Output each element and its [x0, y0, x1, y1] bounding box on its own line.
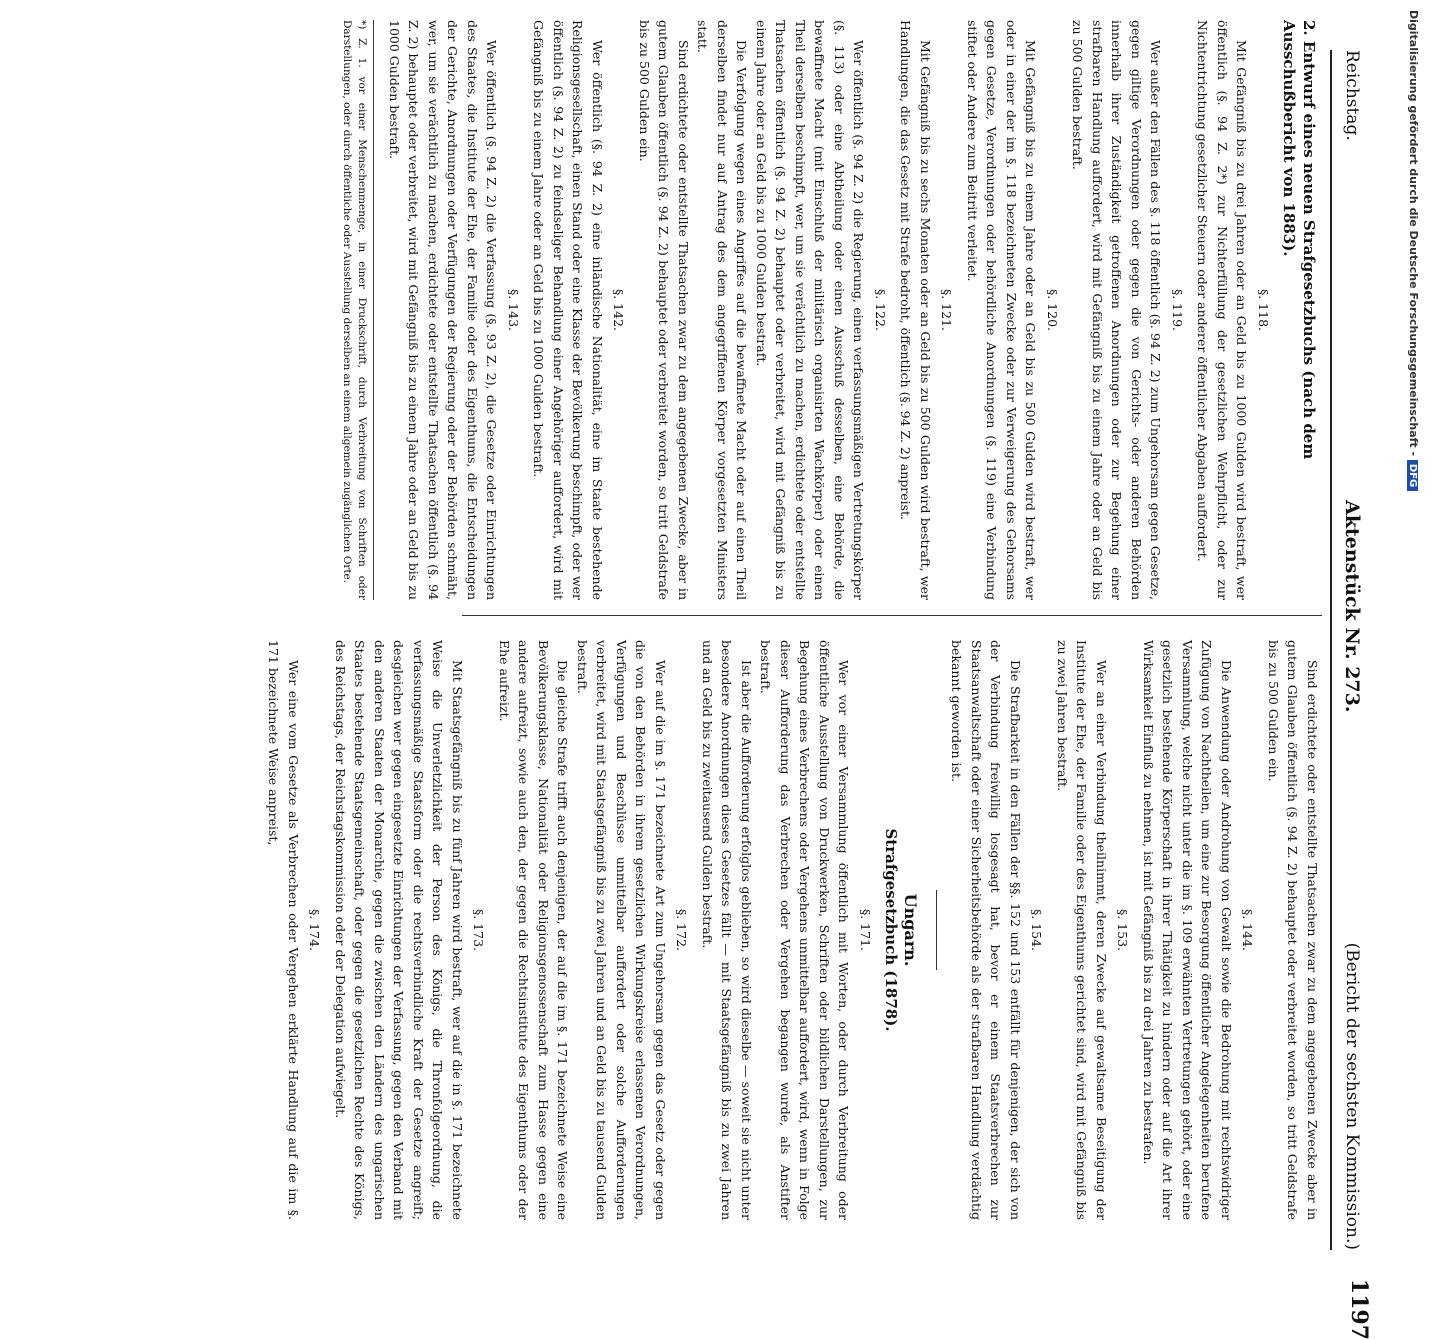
section-paragraph: Wer eine vom Gesetze als Verbrechen oder Vergehen erklärte Handlung auf die im §. 171 bezeichnete Weise anpreist,: [266, 640, 301, 1220]
section-paragraph: Sind erdichtete oder entstellte Thatsachen zwar zu dem angegebenen Zwecke, aber in gutem Glauben öffentlich (§. 94 Z. 2) behauptet oder verbreitet worden, so tritt Geldstrafe bis zu 500 Gulden ein.: [637, 20, 691, 600]
stamp-text: Digitalisierung gefördert durch die Deutsche Forschungsgemeinschaft -: [1407, 10, 1420, 457]
column-divider: [462, 615, 1322, 616]
section-label: §. 142.: [611, 288, 627, 332]
section-label: §. 144.: [1240, 908, 1256, 952]
law-heading: Strafgesetzbuch (1878).: [882, 828, 901, 1032]
right-column: [264, 640, 1322, 1220]
country-heading: Ungarn.: [901, 893, 920, 967]
section-label: §. 121.: [939, 288, 955, 332]
dfg-stamp: [1394, 10, 1432, 990]
section-paragraph: Die Anwendung oder Androhung von Gewalt sowie die Bedrohung mit rechtswidriger Zufügung von Nachtheilen, um eine zur Besorgung öffentlicher Angelegenheiten berufene Versammlung, welche nicht unter die im §. 109 erwähnten Vertretungen gehört, oder eine gesetzlich bestehende Körperschaft in ihrer Thätigkeit zu hindern oder auf die Art ihrer Wirksamkeit Einfluß zu nehmen, ist mit Gefängniß bis zu drei Jahren zu bestrafen.: [1141, 640, 1234, 1220]
header-left: Reichstag.: [1342, 50, 1362, 141]
section-label: §. 143.: [506, 288, 521, 332]
section-label: §. 174.: [307, 908, 323, 952]
section-paragraph: Mit Gefängniß bis zu drei Jahren oder an Geld bis zu 1000 Gulden wird bestraft, wer öffentlich (§. 94 Z. 2*) zur Nichterfüllung der gesetzlichen Wehrpflicht, oder zur Nichtentrichtung gesetzlicher Steuern oder anderer öffentlicher Abgaben auffordert.: [1195, 20, 1250, 600]
section-paragraph: Mit Staatsgefängniß bis zu fünf Jahren wird bestraft, wer auf die in §. 171 bezeichnete Weise die Unverletzlichkeit der Person des Königs, die Thronfolgeordnung, die verfassungsmäßige Staatsform oder die rechtsverbindliche Kraft der Gesetze angreift; desgleichen wer gegen eingesetzte Einrichtungen der Verfassung, gegen den Verband mit den anderen Staaten der Monarchie, gegen die zwischen den Ländern des ungarischen Staates bestehende Staatsgemeinschaft, oder gegen die gesetzlichen Rechte des Königs, des Reichstags, der Reichstagskommission oder der Delegation aufwiegelt.: [333, 640, 465, 1220]
rotated-document: [22, 10, 1402, 1340]
section-paragraph: Wer öffentlich (§. 94 Z. 2) die Verfassung (§. 93 Z. 2), die Gesetze oder Einrichtungen des Staates, die Institute der Ehe, der Familie oder des Eigenthums, die Entscheidungen der Gerichte, Anordnungen oder Verfügungen der Regierung oder der Behörden schmäht, wer, um sie verächtlich zu machen, erdichtete oder entstellte Thatsachen öffentlich (§. 94 Z. 2) behauptet oder verbreitet, wird mit Gefängniß bis zu einem Jahre oder an Geld bis zu 1000 Gulden bestraft.: [387, 20, 500, 600]
section-label: §. 171.: [858, 908, 873, 952]
section-label: §. 154.: [1029, 908, 1045, 952]
section-paragraph: Mit Gefängniß bis zu einem Jahre oder an Geld bis zu 500 Gulden wird bestraft, wer oder in einer der im §. 118 bezeichneten Zwecke oder zur Verweigerung des Gehorsams gegen Gesetze, Verordnungen oder behördliche Anordnungen (§. 119) eine Verbindung stiftet oder Andere zum Beitritt verleitet.: [965, 20, 1039, 600]
section-rule: [936, 890, 937, 970]
section-paragraph: Die Verfolgung wegen eines Angriffes auf die bewaffnete Macht oder auf einen Theil derselben findet nur auf Antrag des dem angegriffenen Körper vorgesetzten Ministers statt.: [695, 20, 750, 600]
section-label: §. 153.: [1115, 908, 1131, 952]
section-paragraph: Sind erdichtete oder entstellte Thatsachen zwar zu dem angegebenen Zwecke aber in gutem Glauben öffentlich (§. 94 Z. 2) behauptet oder verbreitet worden, so tritt Geldstrafe bis zu 500 Gulden ein.: [1266, 640, 1320, 1220]
dfg-badge: DFG: [1407, 460, 1418, 491]
right-sections-2: [264, 640, 875, 1220]
section-label: §. 118.: [1256, 288, 1271, 332]
section-label: §. 173.: [471, 908, 487, 952]
section-paragraph: Ist aber die Aufforderung erfolglos geblieben, so wird dieselbe — soweit sie nicht unter besondere Anordnungen dieses Gesetzes fällt — mit Staatsgefängniß bis zu zwei Jahren und an Geld bis zu zweitausend Gulden bestraft.: [700, 640, 754, 1220]
right-sections: [947, 640, 1322, 1220]
left-column: [340, 20, 1323, 600]
section-paragraph: Wer außer den Fällen des §. 118 öffentlich (§. 94 Z. 2) zum Ungehorsam gegen Gesetze, gegen giltige Verordnungen oder gegen die von Gerichts- oder anderen Behörden innerhalb ihrer Zuständigkeit getroffenen Anordnungen oder zur Begehung einer strafbaren Handlung auffordert, wird mit Gefängniß bis zu einem Jahre oder an Geld bis zu 500 Gulden bestraft.: [1070, 20, 1164, 600]
header-right: (Bericht der sechsten Kommission.): [1342, 942, 1362, 1250]
section-paragraph: Wer auf die im §. 171 bezeichnete Art zum Ungehorsam gegen das Gesetz oder gegen die von den Behörden in ihrem gesetzlichen Wirkungskreise erlassenen Verordnungen, Verfügungen und Beschlüsse unmittelbar auffordert oder solche Aufforderungen verbreitet, wird mit Staatsgefängniß bis zu zwei Jahren und an Geld bis zu tausend Gulden bestraft.: [575, 640, 668, 1220]
section-paragraph: Wer vor einer Versammlung öffentlich mit Worten, oder durch Verbreitung oder öffentliche Ausstellung von Druckwerken, Schriften oder bildlichen Darstellungen, zur Begehung eines Verbrechens oder Vergehens unmittelbar auffordert, wird, wenn in Folge dieser Aufforderung das Verbrechen oder Vergehen begangen wurde, als Anstifter bestraft.: [758, 640, 852, 1220]
section-paragraph: Die gleiche Strafe trifft auch denjenigen, der auf die im §. 171 bezeichnete Weise eine Bevölkerungsklasse, Nationalität oder Religionsgenossenschaft zum Hasse gegen eine andere aufreizt, sowie auch den, der gegen die Rechtsinstitute des Eigenthums oder der Ehe aufreizt.: [497, 640, 571, 1220]
section-paragraph: Mit Gefängniß bis zu sechs Monaten oder an Geld bis zu 500 Gulden wird bestraft, wer Handlungen, die das Gesetz mit Strafe bedroht, öffentlich (§. 94 Z. 2) anpreist.: [898, 20, 933, 600]
page-header: [1330, 50, 1372, 1340]
section-paragraph: Die Strafbarkeit in den Fällen der §§. 152 und 153 entfällt für denjenigen, der sich von der Verbindung freiwillig losgesagt hat, bevor er einem Staatsverbrechen zur Staatsanwaltschaft oder einer Sicherheitsbehörde als der strafbaren Handlung verdächtig bekannt geworden ist.: [949, 640, 1023, 1220]
section-label: §. 122.: [873, 288, 888, 332]
section-paragraph: Wer öffentlich (§. 94 Z. 2) die Regierung, einen verfassungsmäßigen Vertretungskörper (§. 113) oder eine Abtheilung oder einen Ausschuß desselben, eine Behörde, die bewaffnete Macht (mit Einschluß der militärisch organisirten Wachkörper) oder einen Theil derselben beschimpft, wer, um sie verächtlich zu machen, erdichtete oder entstellte Thatsachen öffentlich (§. 94 Z. 2) behauptet oder verbreitet, wird mit Gefängniß bis zu einem Jahre oder an Geld bis zu 1000 Gulden bestraft.: [754, 20, 867, 600]
section-paragraph: Wer an einer Verbindung theilnimmt, deren Zwecke auf gewaltsame Beseitigung der Institute der Ehe, der Familie oder des Eigenthums gerichtet sind, wird mit Gefängniß bis zu zwei Jahren bestraft.: [1055, 640, 1109, 1220]
section-label: §. 172.: [674, 908, 690, 952]
stamp-text-container: [1400, 10, 1420, 990]
page-number: 1197: [1346, 1278, 1372, 1340]
section-label: §. 119.: [1170, 288, 1185, 332]
section-paragraph: Wer öffentlich (§. 94 Z. 2) eine inländische Nationalität, eine im Staate bestehende Religionsgesellschaft, einen Stand oder eine Klasse der Bevölkerung beschimpft, oder wer öffentlich (§. 94 Z. 2) zu feindseliger Behandlung einer Angehöriger auffordert, wird mit Gefängniß bis zu einem Jahre oder an Geld bis zu 1000 Gulden bestraft.: [531, 20, 605, 600]
left-sections: [385, 20, 1274, 600]
left-heading: 2. Entwurf eines neuen Strafgesetzbuchs (nach dem Ausschußbericht von 1883).: [1280, 20, 1318, 460]
header-center: Aktenstück Nr. 273.: [1341, 500, 1363, 713]
section-label: §. 120.: [1045, 288, 1060, 332]
footnote: *) Z. 1. vor einer Menschenmenge, in einer Druckschrift, durch Verbreitung von Schriften oder Darstellungen, oder durch öffentliche oder Ausstellung derselben an einem allgemein zugänglichen Orte.: [340, 20, 375, 600]
